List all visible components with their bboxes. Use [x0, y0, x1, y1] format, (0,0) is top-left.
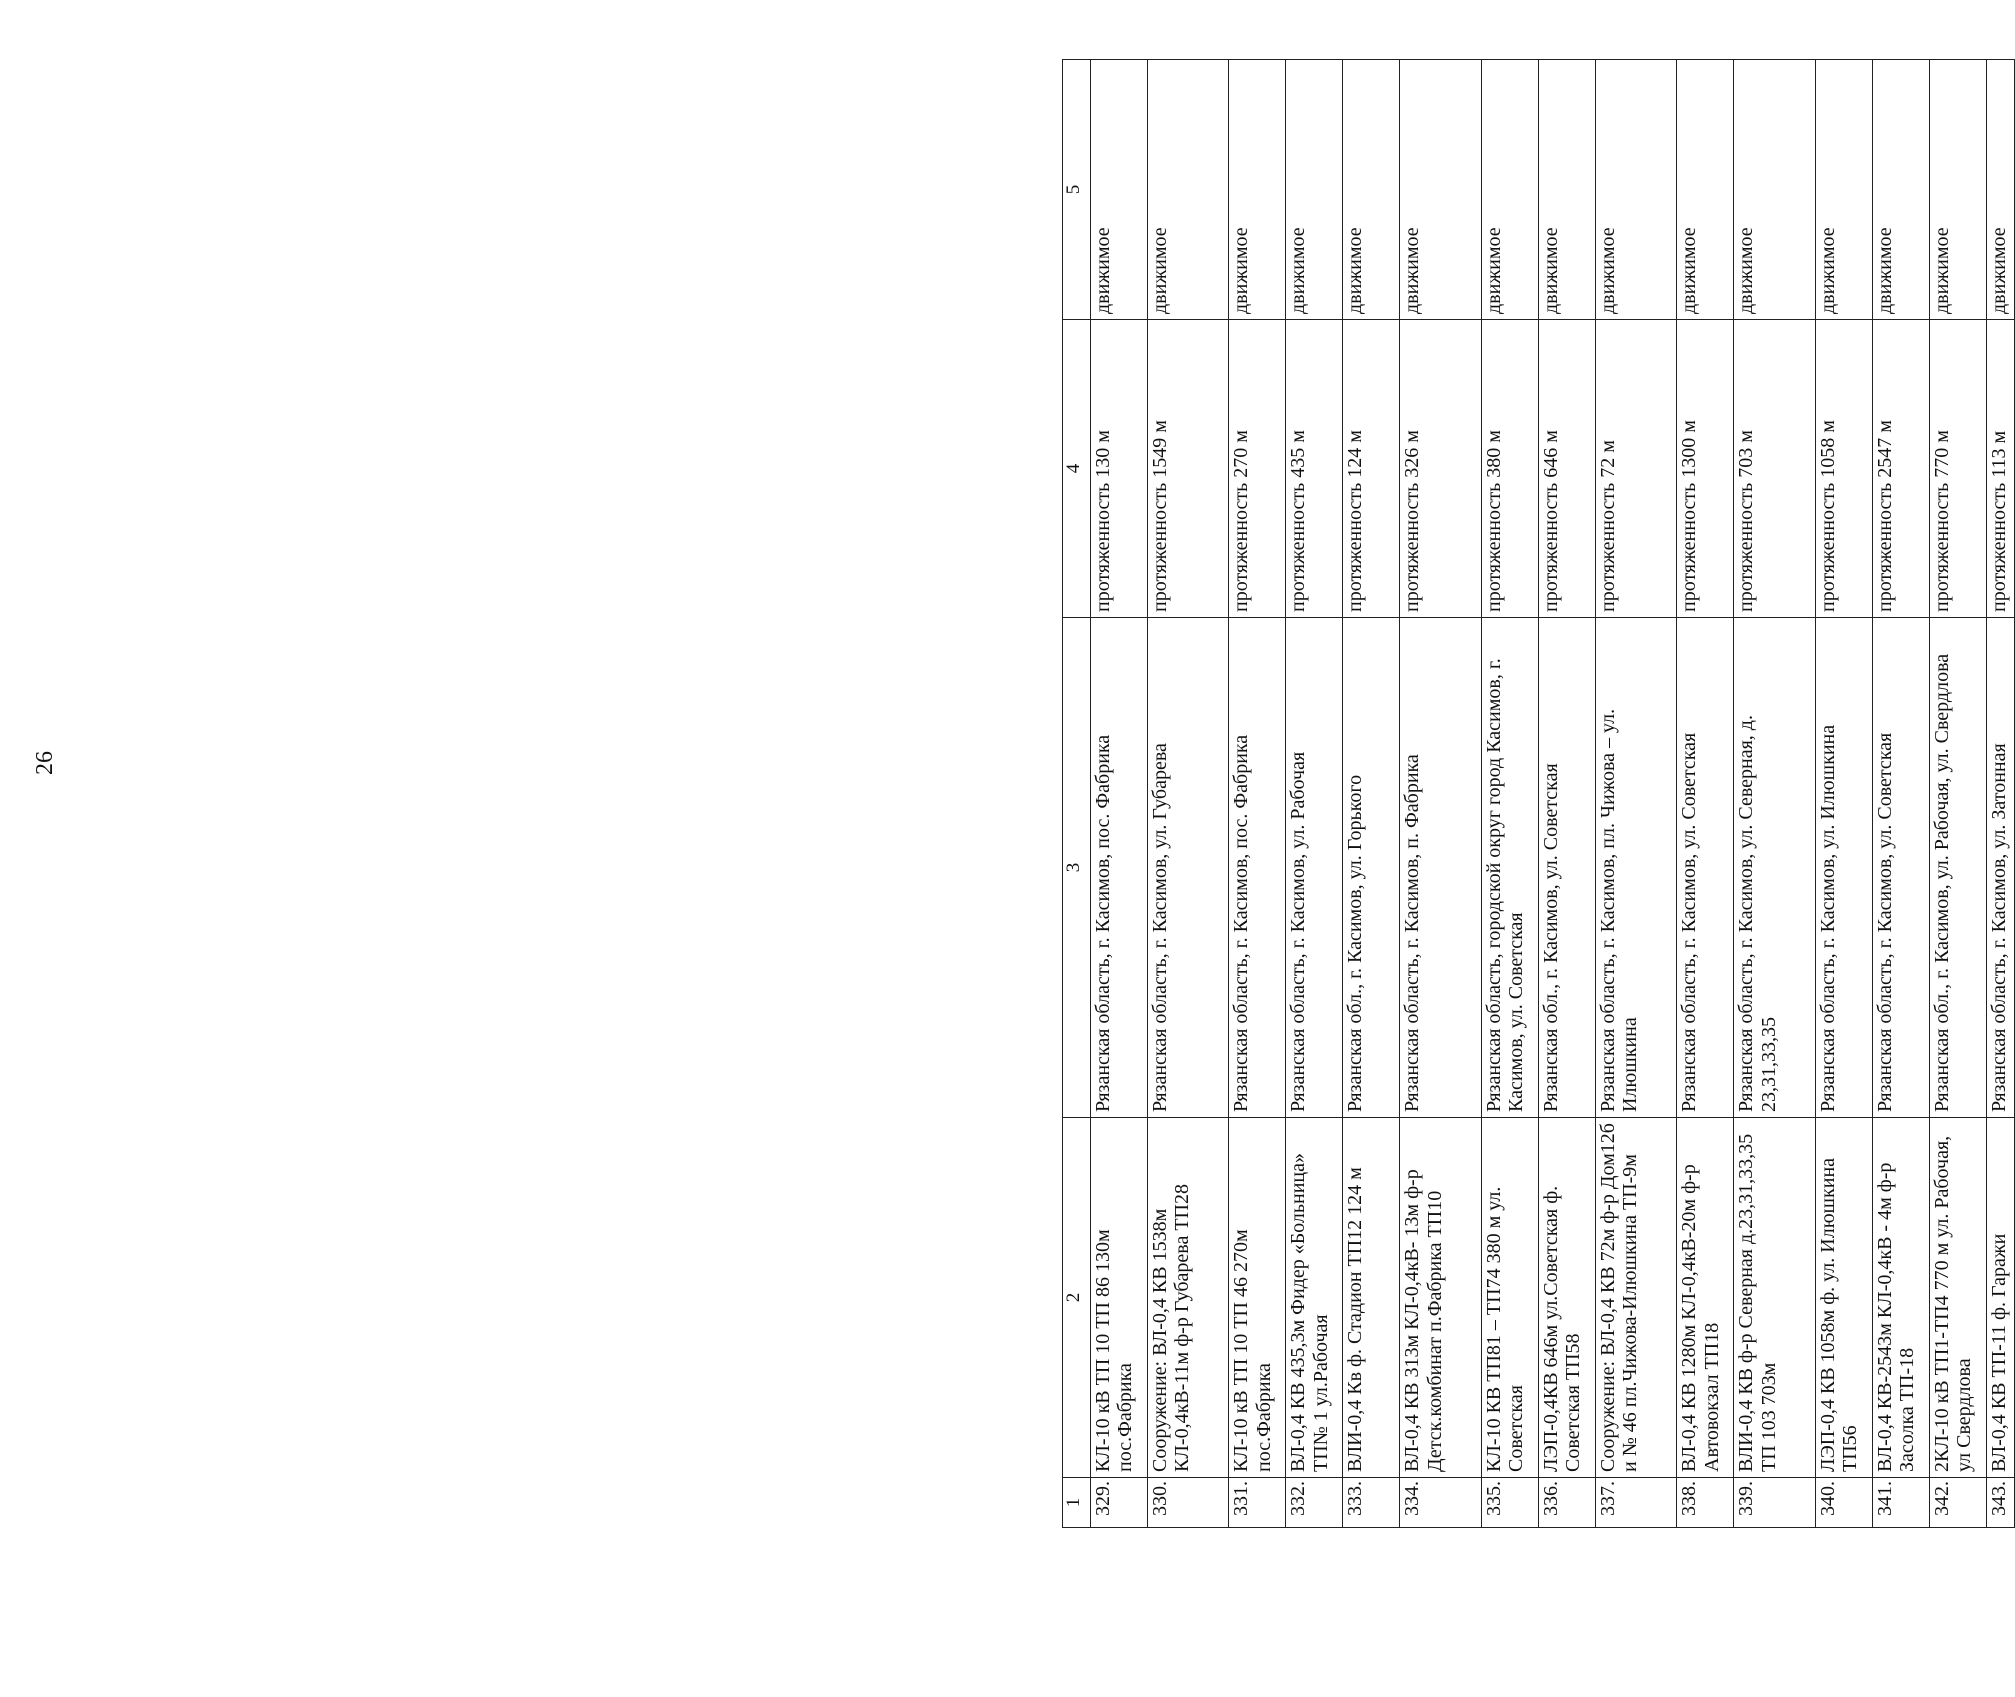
table-row: [1091, 60, 1148, 1528]
length-cell: протяженность 72 м: [1595, 320, 1677, 618]
row-number-cell: 343.: [1986, 1478, 2014, 1528]
row-number-cell: 330.: [1147, 1478, 1229, 1528]
row-number-cell: 331.: [1229, 1478, 1286, 1528]
row-number-cell: 335.: [1481, 1478, 1538, 1528]
address-cell: Рязанская область, г. Касимов, ул. Северная, д. 23,31,33,35: [1734, 618, 1816, 1118]
address-cell: Рязанская область, г. Касимов, пл. Чижова – ул. Илюшкина: [1595, 618, 1677, 1118]
property-type-cell: движимое: [1481, 60, 1538, 320]
property-table-wrapper: [1062, 60, 2015, 1528]
row-number-cell: 333.: [1343, 1478, 1400, 1528]
row-number-cell: 340.: [1815, 1478, 1872, 1528]
property-type-cell: движимое: [1815, 60, 1872, 320]
table-row: [1229, 60, 1286, 1528]
object-name-cell: ЛЭП-0,4 КВ 1058м ф. ул. Илюшкина ТП56: [1815, 1118, 1872, 1478]
length-cell: протяженность 380 м: [1481, 320, 1538, 618]
table-row: [1400, 60, 1482, 1528]
row-number-cell: 341.: [1872, 1478, 1929, 1528]
table-body: [1091, 60, 2015, 1528]
length-cell: протяженность 1300 м: [1677, 320, 1734, 618]
property-type-cell: движимое: [1986, 60, 2014, 320]
row-number-cell: 329.: [1091, 1478, 1148, 1528]
property-type-cell: движимое: [1286, 60, 1343, 320]
property-type-cell: движимое: [1734, 60, 1816, 320]
object-name-cell: 2КЛ-10 кВ ТП1-ТП4 770 м ул. Рабочая, ул Свердлова: [1929, 1118, 1986, 1478]
property-type-cell: движимое: [1872, 60, 1929, 320]
table-row: [1986, 60, 2014, 1528]
table-row: [1815, 60, 1872, 1528]
length-cell: протяженность 770 м: [1929, 320, 1986, 618]
address-cell: Рязанская область, г. Касимов, ул. Затонная: [1986, 618, 2014, 1118]
table-row: [1286, 60, 1343, 1528]
length-cell: протяженность 270 м: [1229, 320, 1286, 618]
address-cell: Рязанская область, г. Касимов, ул. Губарева: [1147, 618, 1229, 1118]
length-cell: протяженность 435 м: [1286, 320, 1343, 618]
table-row: [1343, 60, 1400, 1528]
length-cell: протяженность 130 м: [1091, 320, 1148, 618]
row-number-cell: 336.: [1538, 1478, 1595, 1528]
object-name-cell: ВЛ-0,4 КВ ТП-11 ф. Гаражи: [1986, 1118, 2014, 1478]
address-cell: Рязанская область, г. Касимов, ул. Советская: [1872, 618, 1929, 1118]
address-cell: Рязанская область, г. Касимов, пос. Фабрика: [1229, 618, 1286, 1118]
length-cell: протяженность 646 м: [1538, 320, 1595, 618]
page-number: 26: [32, 751, 58, 775]
object-name-cell: Сооружение: ВЛ-0,4 КВ 72м ф-р Дом12б и № 46 пл.Чижова-Илюшкина ТП-9м: [1595, 1118, 1677, 1478]
object-name-cell: ВЛ-0,4 КВ-2543м КЛ-0,4кВ - 4м ф-р Засолка ТП-18: [1872, 1118, 1929, 1478]
table-header-row: [1063, 60, 1091, 1528]
address-cell: Рязанская область, г. Касимов, п. Фабрика: [1400, 618, 1482, 1118]
address-cell: Рязанская обл., г. Касимов, ул. Горького: [1343, 618, 1400, 1118]
length-cell: протяженность 124 м: [1343, 320, 1400, 618]
property-type-cell: движимое: [1538, 60, 1595, 320]
object-name-cell: Сооружение: ВЛ-0,4 КВ 1538м КЛ-0,4кВ-11м ф-р Губарева ТП28: [1147, 1118, 1229, 1478]
address-cell: Рязанская обл., г. Касимов, ул. Советская: [1538, 618, 1595, 1118]
property-type-cell: движимое: [1343, 60, 1400, 320]
length-cell: протяженность 326 м: [1400, 320, 1482, 618]
property-type-cell: движимое: [1595, 60, 1677, 320]
length-cell: протяженность 113 м: [1986, 320, 2014, 618]
property-type-cell: движимое: [1229, 60, 1286, 320]
object-name-cell: ВЛИ-0,4 Кв ф. Стадион ТП12 124 м: [1343, 1118, 1400, 1478]
column-header: 3: [1063, 618, 1091, 1118]
length-cell: протяженность 703 м: [1734, 320, 1816, 618]
table-row: [1929, 60, 1986, 1528]
property-table: [1062, 59, 2015, 1528]
object-name-cell: КЛ-10 кВ ТП 10 ТП 46 270м пос.Фабрика: [1229, 1118, 1286, 1478]
table-row: [1734, 60, 1816, 1528]
object-name-cell: КЛ-10 КВ ТП81 – ТП74 380 м ул. Советская: [1481, 1118, 1538, 1478]
object-name-cell: ВЛИ-0,4 КВ ф-р Северная д.23,31,33,35 ТП 103 703м: [1734, 1118, 1816, 1478]
property-type-cell: движимое: [1400, 60, 1482, 320]
property-type-cell: движимое: [1147, 60, 1229, 320]
table-row: [1538, 60, 1595, 1528]
property-type-cell: движимое: [1677, 60, 1734, 320]
row-number-cell: 332.: [1286, 1478, 1343, 1528]
object-name-cell: ВЛ-0,4 КВ 1280м КЛ-0,4кВ-20м ф-р Автовокзал ТП18: [1677, 1118, 1734, 1478]
column-header: 4: [1063, 320, 1091, 618]
length-cell: протяженность 1058 м: [1815, 320, 1872, 618]
address-cell: Рязанская обл., г. Касимов, ул. Рабочая, ул. Свердлова: [1929, 618, 1986, 1118]
object-name-cell: ВЛ-0,4 КВ 435,3м Фидер «Больница» ТП№ 1 ул.Рабочая: [1286, 1118, 1343, 1478]
table-row: [1595, 60, 1677, 1528]
row-number-cell: 342.: [1929, 1478, 1986, 1528]
object-name-cell: КЛ-10 кВ ТП 10 ТП 86 130м пос.Фабрика: [1091, 1118, 1148, 1478]
row-number-cell: 337.: [1595, 1478, 1677, 1528]
property-type-cell: движимое: [1091, 60, 1148, 320]
column-header: 1: [1063, 1478, 1091, 1528]
address-cell: Рязанская область, г. Касимов, ул. Илюшкина: [1815, 618, 1872, 1118]
address-cell: Рязанская область, г. Касимов, ул. Рабочая: [1286, 618, 1343, 1118]
address-cell: Рязанская область, г. Касимов, ул. Советская: [1677, 618, 1734, 1118]
row-number-cell: 334.: [1400, 1478, 1482, 1528]
length-cell: протяженность 2547 м: [1872, 320, 1929, 618]
object-name-cell: ВЛ-0,4 КВ 313м КЛ-0,4кВ- 13м ф-р Детск.комбинат п.Фабрика ТП10: [1400, 1118, 1482, 1478]
length-cell: протяженность 1549 м: [1147, 320, 1229, 618]
object-name-cell: ЛЭП-0,4КВ 646м ул.Советская ф. Советская ТП58: [1538, 1118, 1595, 1478]
address-cell: Рязанская область, г. Касимов, пос. Фабрика: [1091, 618, 1148, 1118]
column-header: 2: [1063, 1118, 1091, 1478]
table-row: [1677, 60, 1734, 1528]
table-row: [1872, 60, 1929, 1528]
row-number-cell: 339.: [1734, 1478, 1816, 1528]
address-cell: Рязанская область, городской округ город Касимов, г. Касимов, ул. Советская: [1481, 618, 1538, 1118]
table-row: [1481, 60, 1538, 1528]
column-header: 5: [1063, 60, 1091, 320]
property-type-cell: движимое: [1929, 60, 1986, 320]
table-row: [1147, 60, 1229, 1528]
row-number-cell: 338.: [1677, 1478, 1734, 1528]
